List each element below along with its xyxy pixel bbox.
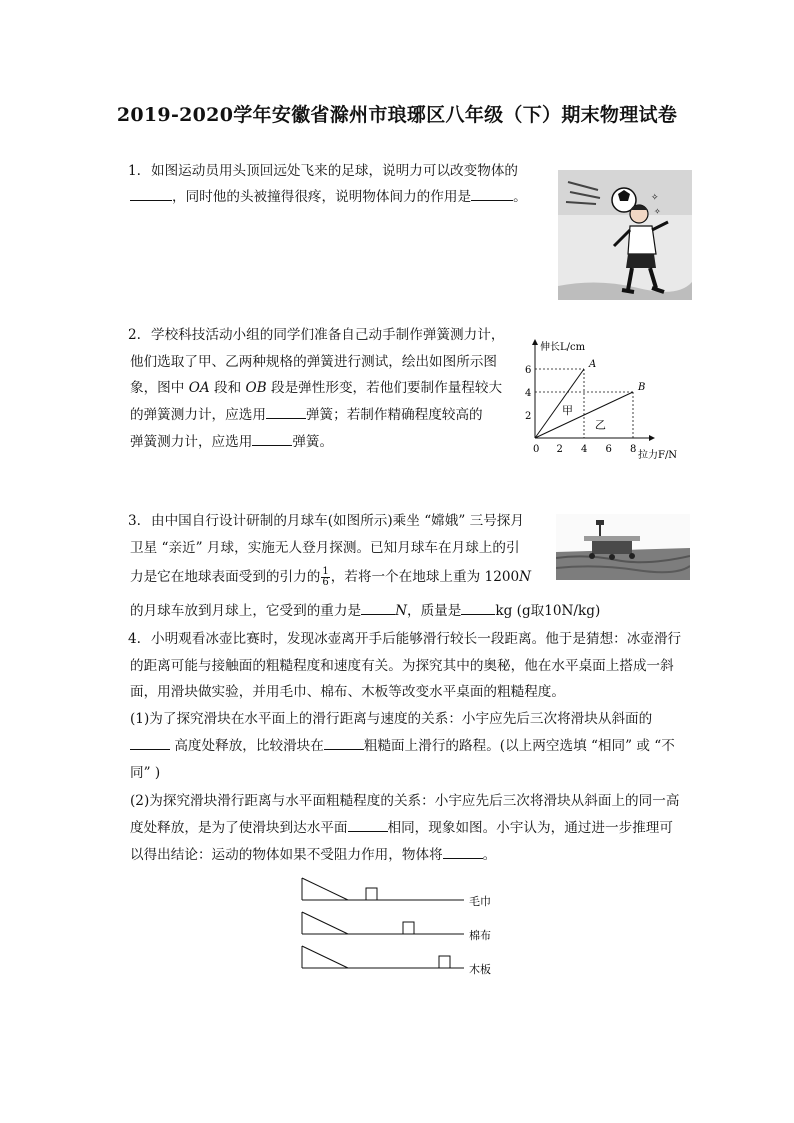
series-label: 甲 [561, 403, 573, 417]
question-number: 4. [128, 631, 141, 647]
surface-label: 木板 [469, 963, 491, 976]
slider-block [403, 922, 414, 934]
point-label: B [638, 382, 646, 393]
series-label: 乙 [594, 418, 606, 432]
ramp-cotton [302, 912, 491, 942]
q2-line-5: 弹簧测力计，应选用 弹簧。 [130, 431, 333, 453]
q4-line-7: (2)为探究滑块滑行距离与水平面粗糙程度的关系：小宇应先后三次将滑块从斜面上的同一高 [130, 793, 680, 809]
answer-blank[interactable] [130, 186, 172, 201]
q2-line-3: 象，图中 OA 段和 OB 段是弹性形变，若他们要制作量程较大 [130, 380, 503, 396]
svg-text:✧: ✧ [651, 193, 659, 203]
y-tick-label: 6 [525, 365, 532, 376]
q3-line-1: 3. 由中国自行设计研制的月球车(如图所示)乘坐 “嫦娥” 三号探月 [128, 513, 524, 529]
q1-line-2: ，同时他的头被撞得很疼，说明物体间力的作用是 。 [130, 186, 527, 208]
answer-blank[interactable] [443, 844, 483, 859]
answer-blank[interactable] [348, 817, 388, 832]
point-label: A [589, 359, 597, 370]
q4-line-1: 4. 小明观看冰壶比赛时，发现冰壶离开手后能够滑行较长一段距离。他于是猜想：冰壶滑行 [128, 631, 682, 647]
fraction: $\frac{1}{6}$ [322, 566, 329, 588]
q3-line-2: 卫星 “亲近” 月球，实施无人登月探测。已知月球车在月球上的引 [130, 540, 520, 556]
ramp-towel [302, 878, 491, 908]
q4-line-4: (1)为了探究滑块在水平面上的滑行距离与速度的关系：小宇应先后三次将滑块从斜面的 [130, 711, 653, 727]
surface-label: 毛巾 [469, 895, 491, 908]
soccer-header-illustration [558, 170, 692, 300]
slider-block [366, 888, 377, 900]
answer-blank[interactable] [324, 735, 364, 750]
y-tick-label: 2 [525, 411, 532, 422]
q2-line-4: 的弹簧测力计，应选用 弹簧；若制作精确程度较高的 [130, 404, 483, 426]
spring-extension-chart [518, 334, 692, 464]
q3-line-3: 力是它在地球表面受到的引力的 $\frac{1}{6}$ ，若将一个在地球上重为 1200N [130, 566, 532, 588]
lunar-rover-photo [556, 514, 690, 580]
slider-block [439, 956, 450, 968]
q4-line-6: 同” ) [130, 765, 161, 781]
x-tick-label: 8 [630, 444, 637, 455]
q1-line-1: 1. 如图运动员用头顶回远处飞来的足球，说明力可以改变物体的 [128, 163, 519, 179]
q4-line-9: 以得出结论：运动的物体如果不受阻力作用，物体将 。 [130, 844, 496, 866]
q2-line-2: 他们选取了甲、乙两种规格的弹簧进行测试，绘出如图所示图 [130, 354, 498, 370]
q4-line-5: 高度处释放，比较滑块在 粗糙面上滑行的路程。(以上两空选填 “相同” 或 “不 [130, 735, 675, 757]
answer-blank[interactable] [266, 404, 306, 419]
q4-line-8: 度处释放，是为了使滑块到达水平面 相同，现象如图。小宇认为，通过进一步推理可 [130, 817, 673, 839]
y-tick-label: 4 [525, 388, 532, 399]
question-number: 3. [128, 513, 141, 529]
question-number: 2. [128, 327, 141, 343]
answer-blank[interactable] [461, 600, 495, 615]
q3-line-4: 的月球车放到月球上，它受到的重力是 N，质量是 kg (g取10N/kg) [130, 600, 600, 622]
svg-text:✧: ✧ [654, 207, 661, 216]
y-axis-label: 伸长L/cm [540, 342, 586, 353]
x-axis-label: 拉力F/N [638, 450, 678, 461]
ramp-wood [302, 946, 491, 976]
answer-blank[interactable] [130, 735, 170, 750]
page-title: 2019-2020学年安徽省滁州市琅琊区八年级（下）期末物理试卷 [116, 104, 678, 126]
x-tick-label: 6 [605, 444, 612, 455]
x-tick-label: 0 [533, 444, 540, 455]
q4-line-2: 的距离可能与接触面的粗糙程度和速度有关。为探究其中的奥秘，他在水平桌面上搭成一斜 [130, 658, 674, 674]
answer-blank[interactable] [252, 431, 292, 446]
q2-line-1: 2. 学校科技活动小组的同学们准备自己动手制作弹簧测力计， [128, 327, 505, 343]
surface-label: 棉布 [469, 929, 491, 942]
q4-line-3: 面，用滑块做实验，并用毛巾、棉布、木板等改变水平桌面的粗糙程度。 [130, 684, 565, 700]
x-tick-label: 2 [556, 444, 563, 455]
series-line-甲 [535, 369, 584, 438]
x-tick-label: 4 [581, 444, 588, 455]
ramp-experiment-diagram [296, 876, 508, 978]
question-number: 1. [128, 163, 141, 179]
answer-blank[interactable] [361, 600, 395, 615]
answer-blank[interactable] [471, 186, 513, 201]
